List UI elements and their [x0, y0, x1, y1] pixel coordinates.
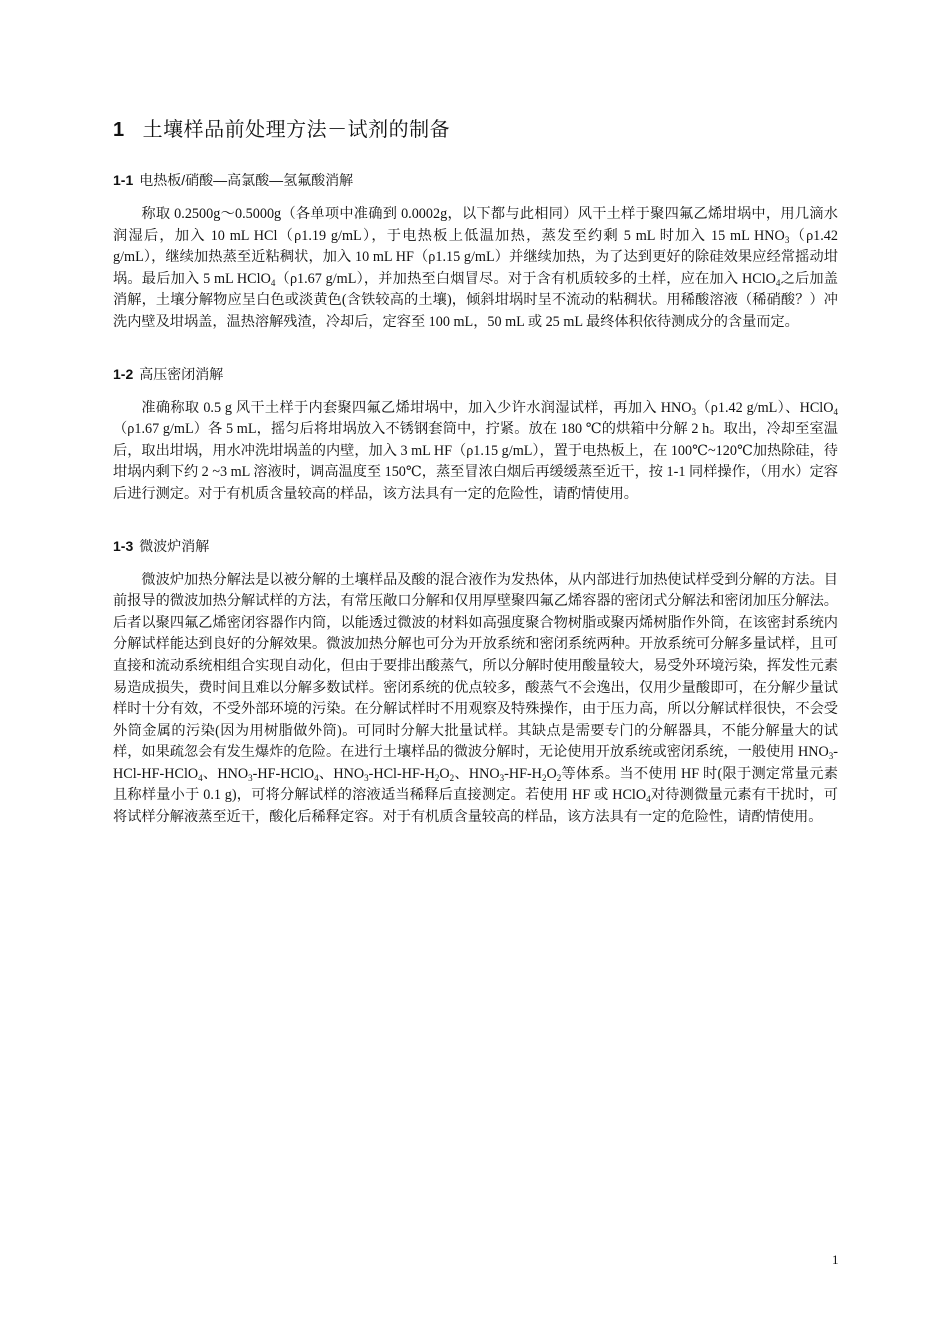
subscript: 4 — [646, 794, 651, 805]
text-run: 等体系。当不使用 HF 时(限于测定常量元素且称样量小于 0.1 g)，可将分解试样的溶液适当稀释后直接测定。若使用 HF 或 HClO — [113, 765, 838, 804]
subscript: 4 — [314, 772, 319, 783]
subscript: 2 — [556, 772, 562, 783]
text-run: -HF-H — [504, 765, 542, 782]
text-run: 对待测微量元素有干扰时，可将试样分解液蒸至近干，酸化后稀释定容。对于有机质含量较高的样品，该方法具有一定的危险性，请酌情使用。 — [113, 787, 838, 826]
text-run: 称取 0.2500g～0.5000g（各单项中准确到 0.0002g，以下都与此相同）风干土样于聚四氟乙烯坩埚中，用几滴水润湿后，加入 10 mL HCl（ρ1.19 g/mL），于电热板上低温加热，蒸发至约剩 5 mL 时加入 15 mL HNO — [113, 206, 838, 244]
section-title: 高压密闭消解 — [139, 365, 224, 382]
section-number: 1-2 — [113, 365, 134, 382]
page-content — [113, 113, 838, 859]
subscript: 3 — [248, 772, 253, 783]
section-title: 微波炉消解 — [139, 537, 210, 554]
section-heading — [113, 364, 838, 384]
section-number: 1-3 — [113, 537, 134, 554]
subscript: 4 — [198, 772, 203, 783]
text-run: 、HNO — [318, 765, 365, 782]
text-run: 、HNO — [454, 765, 500, 782]
subscript: 3 — [364, 772, 369, 783]
sections-container — [113, 170, 838, 829]
subscript: 4 — [833, 406, 838, 417]
section-paragraph — [113, 204, 838, 334]
text-run: -HCl-HF-H — [368, 765, 435, 782]
chapter-number: 1 — [113, 119, 125, 141]
text-run: （ρ1.67 g/mL）各 5 mL，摇匀后将坩埚放入不锈钢套筒中，拧紧。放在 180 ℃的烘箱中分解 2 h。取出，冷却至室温后，取出坩埚，用水冲洗坩埚盖的内壁，加入 3 mL HF（ρ1.15 g/mL），置于电热板上，在 100℃~120℃加热除硅，待坩埚内剩下约 2 ~3 mL 溶液时，调高温度至 150℃，蒸至冒浓白烟后再缓缓蒸至近干，按 1-1 同样操作，（用水）定容后进行测定。对于有机质含量较高的样品，该方法具有一定的危险性，请酌情使用。 — [113, 421, 838, 502]
text-run: 、HNO — [202, 765, 249, 782]
text-run: （ρ1.42 g/mL）、HClO — [695, 399, 834, 416]
subscript: 3 — [691, 406, 696, 417]
section-title: 电热板/硝酸—高氯酸—氢氟酸消解 — [139, 172, 354, 188]
section-paragraph — [113, 570, 838, 829]
section-heading — [113, 170, 838, 190]
text-run: -HF-HClO — [252, 765, 315, 782]
text-run: -HCl-HF-HClO — [113, 744, 838, 782]
section-heading — [113, 536, 838, 556]
chapter-title: 土壤样品前处理方法－试剂的制备 — [142, 119, 451, 141]
text-run: 之后加盖消解，土壤分解物应呈白色或淡黄色(含铁较高的土壤)，倾斜坩埚时呈不流动的粘稠状。用稀酸溶液（稀硝酸？）冲洗内壁及坩埚盖，温热溶解残渣，冷却后，定容至 100 mL，50 mL 或 25 mL 最终体积依待测成分的含量而定。 — [113, 270, 838, 330]
subscript: 2 — [434, 772, 440, 783]
subscript: 2 — [449, 772, 455, 783]
text-run: O — [439, 765, 450, 782]
text-run: O — [546, 765, 557, 782]
chapter-heading — [113, 113, 838, 142]
subscript: 3 — [784, 234, 790, 245]
text-run: 准确称取 0.5 g 风干土样于内套聚四氟乙烯坩埚中，加入少许水润湿试样，再加入 HNO — [141, 399, 692, 416]
subscript: 3 — [499, 772, 505, 783]
text-run: （ρ1.42 g/mL），继续加热蒸至近粘稠状，加入 10 mL HF（ρ1.15 g/mL）并继续加热，为了达到更好的除硅效果应经常摇动坩埚。最后加入 5 mL HClO — [113, 227, 838, 287]
section-paragraph — [113, 398, 838, 506]
subscript: 2 — [541, 772, 547, 783]
subscript: 4 — [775, 277, 781, 288]
text-run: （ρ1.67 g/mL），并加热至白烟冒尽。对于含有机质较多的土样，应在加入 HClO — [275, 270, 776, 287]
section-number: 1-1 — [113, 172, 134, 188]
subscript: 4 — [270, 277, 276, 288]
page-number: 1 — [832, 1252, 839, 1267]
subscript: 3 — [828, 751, 834, 762]
text-run: 微波炉加热分解法是以被分解的土壤样品及酸的混合液作为发热体，从内部进行加热使试样受到分解的方法。目前报导的微波加热分解试样的方法，有常压敞口分解和仅用厚壁聚四氟乙烯容器的密闭式分解法和密闭加压分解法。后者以聚四氟乙烯密闭容器作内筒，以能透过微波的材料如高强度聚合物树脂或聚丙烯树脂作外筒，在该密封系统内分解试样能达到良好的分解效果。微波加热分解也可分为开放系统和密闭系统两种。开放系统可分解多量试样，且可直接和流动系统相组合实现自动化，但由于要排出酸蒸气，所以分解时使用酸量较大，易受外环境污染，挥发性元素易造成损失，费时间且难以分解多数试样。密闭系统的优点较多，酸蒸气不会逸出，仅用少量酸即可，在分解少量试样时十分有效，不受外部环境的污染。在分解试样时不用观察及特殊操作，由于压力高，所以分解试样很快，不会受外筒金属的污染(因为用树脂做外筒)。可同时分解大批量试样。其缺点是需要专门的分解器具，不能分解量大的试样，如果疏忽会有发生爆炸的危险。在进行土壤样品的微波分解时，无论使用开放系统或密闭系统，一般使用 HNO — [113, 571, 838, 761]
